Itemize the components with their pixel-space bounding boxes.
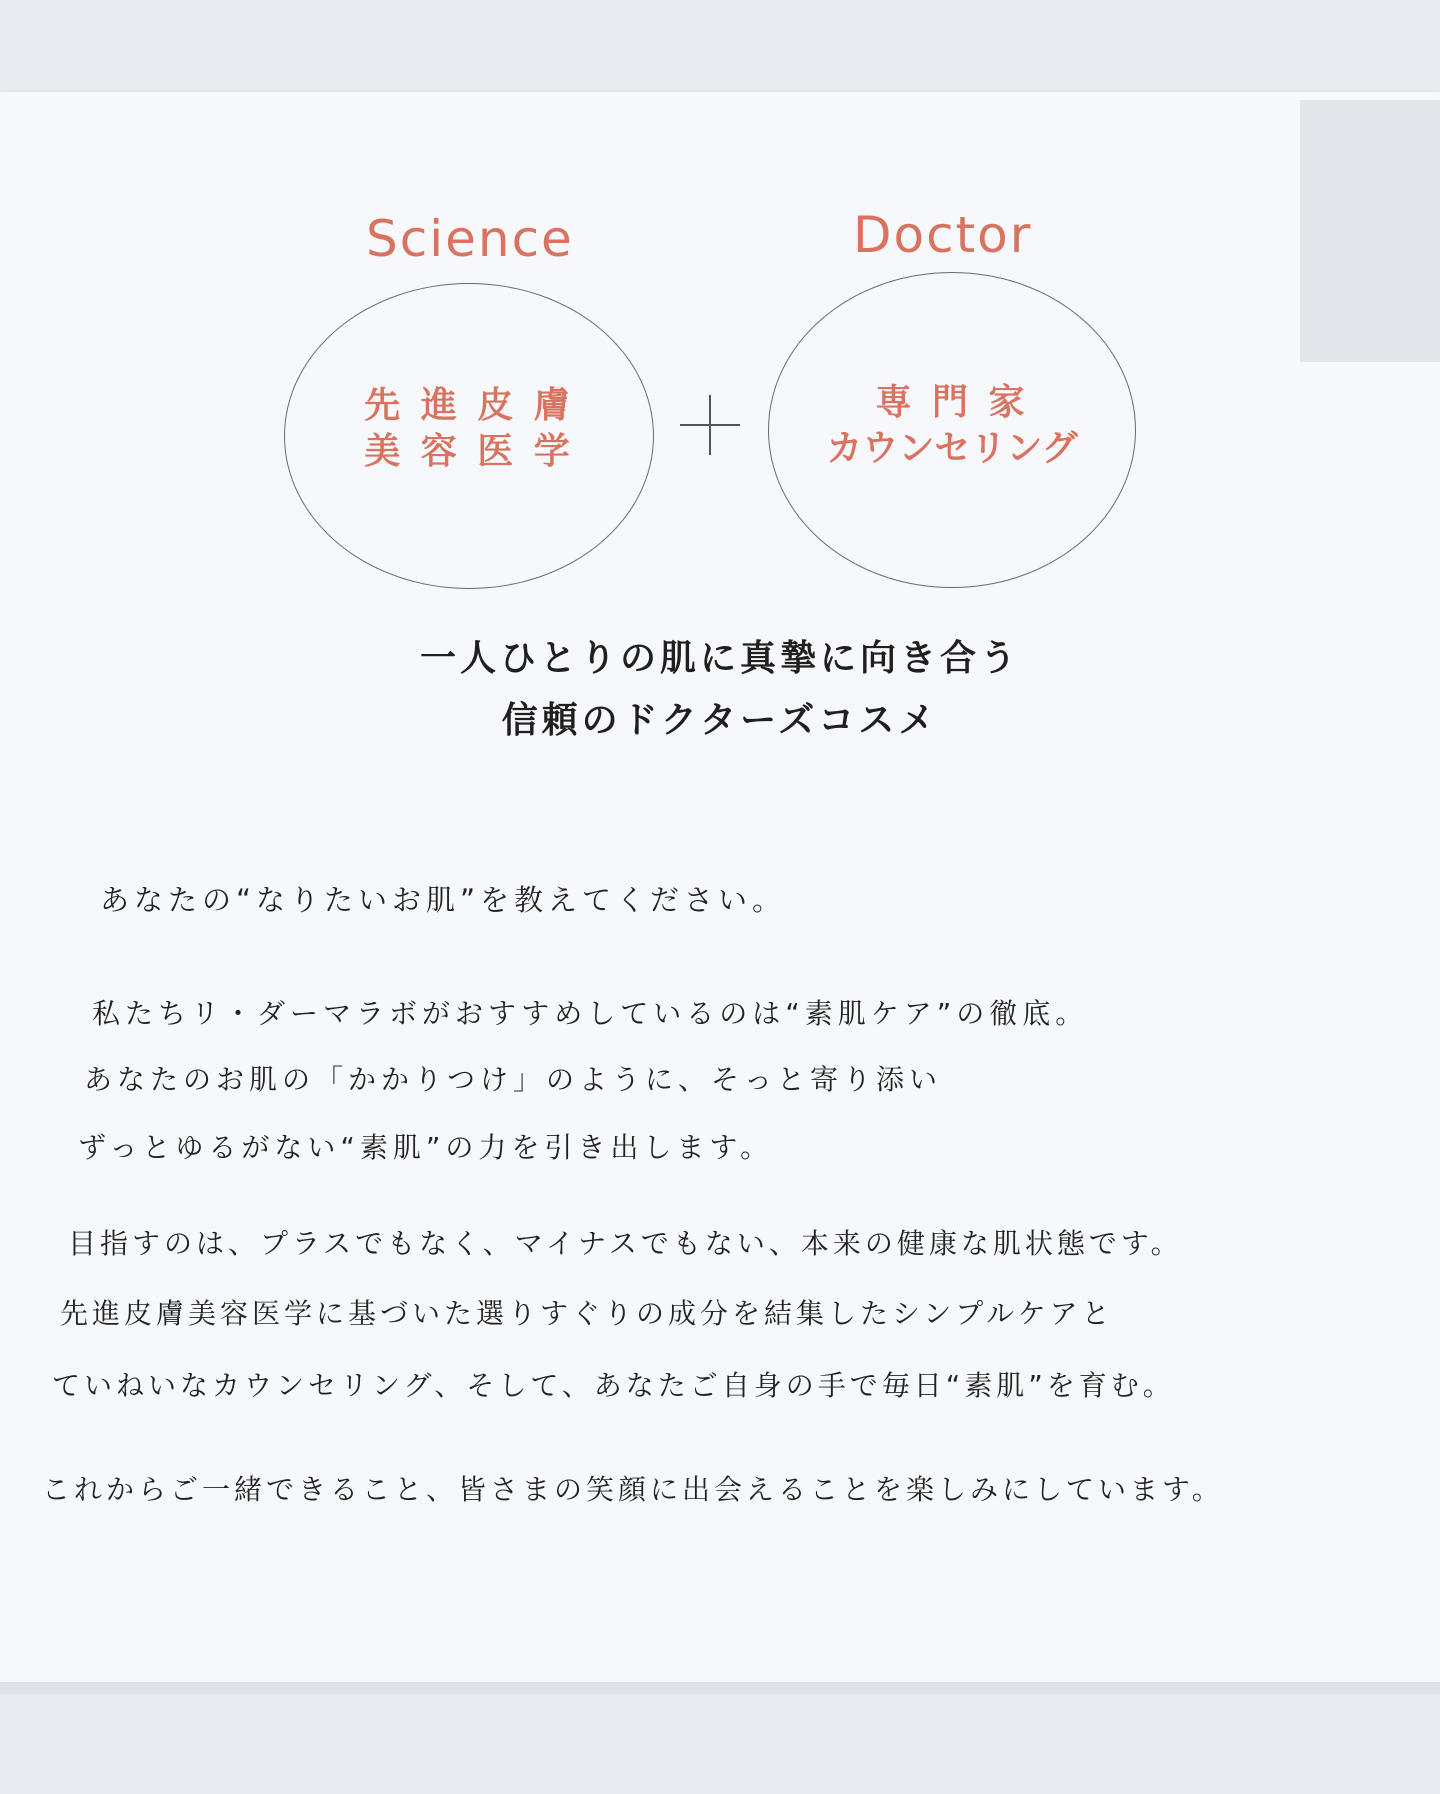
intro-question: あなたの“なりたいお肌”を教えてください。 [100, 883, 787, 917]
body-line-1: 私たちリ・ダーマラボがおすすめしているのは“素肌ケア”の徹底。 [92, 997, 1089, 1030]
science-circle-line1: 先 進 皮 膚 [364, 385, 574, 426]
body-line-3: ずっとゆるがない“素肌”の力を引き出します。 [78, 1131, 774, 1164]
plus-icon [680, 395, 740, 455]
headline-line2: 信頼のドクターズコスメ [501, 700, 939, 741]
doctor-label: Doctor [853, 206, 1033, 264]
science-circle-line2: 美 容 医 学 [364, 431, 574, 472]
science-circle-text [284, 383, 654, 475]
body-line-6: ていねいなカウンセリング、そして、あなたご自身の手で毎日“素肌”を育む。 [52, 1369, 1175, 1402]
doctor-circle-line1: 専 門 家 [875, 382, 1029, 423]
doctor-circle-text [768, 380, 1136, 472]
headline-line1: 一人ひとりの肌に真摯に向き合う [419, 638, 1020, 679]
paper-edge [0, 1682, 1440, 1694]
body-line-5: 先進皮膚美容医学に基づいた選りすぐりの成分を結集したシンプルケアと [60, 1297, 1114, 1330]
science-label: Science [366, 210, 574, 268]
body-line-2: あなたのお肌の「かかりつけ」のように、そっと寄り添い [84, 1063, 943, 1096]
closing-line: これからご一緒できること、皆さまの笑顔に出会えることを楽しみにしています。 [42, 1473, 1224, 1506]
body-line-4: 目指すのは、プラスでもなく、マイナスでもない、本来の健康な肌状態です。 [68, 1227, 1183, 1260]
doctor-circle-line2: カウンセリング [826, 428, 1078, 469]
background-panel [1300, 100, 1440, 362]
